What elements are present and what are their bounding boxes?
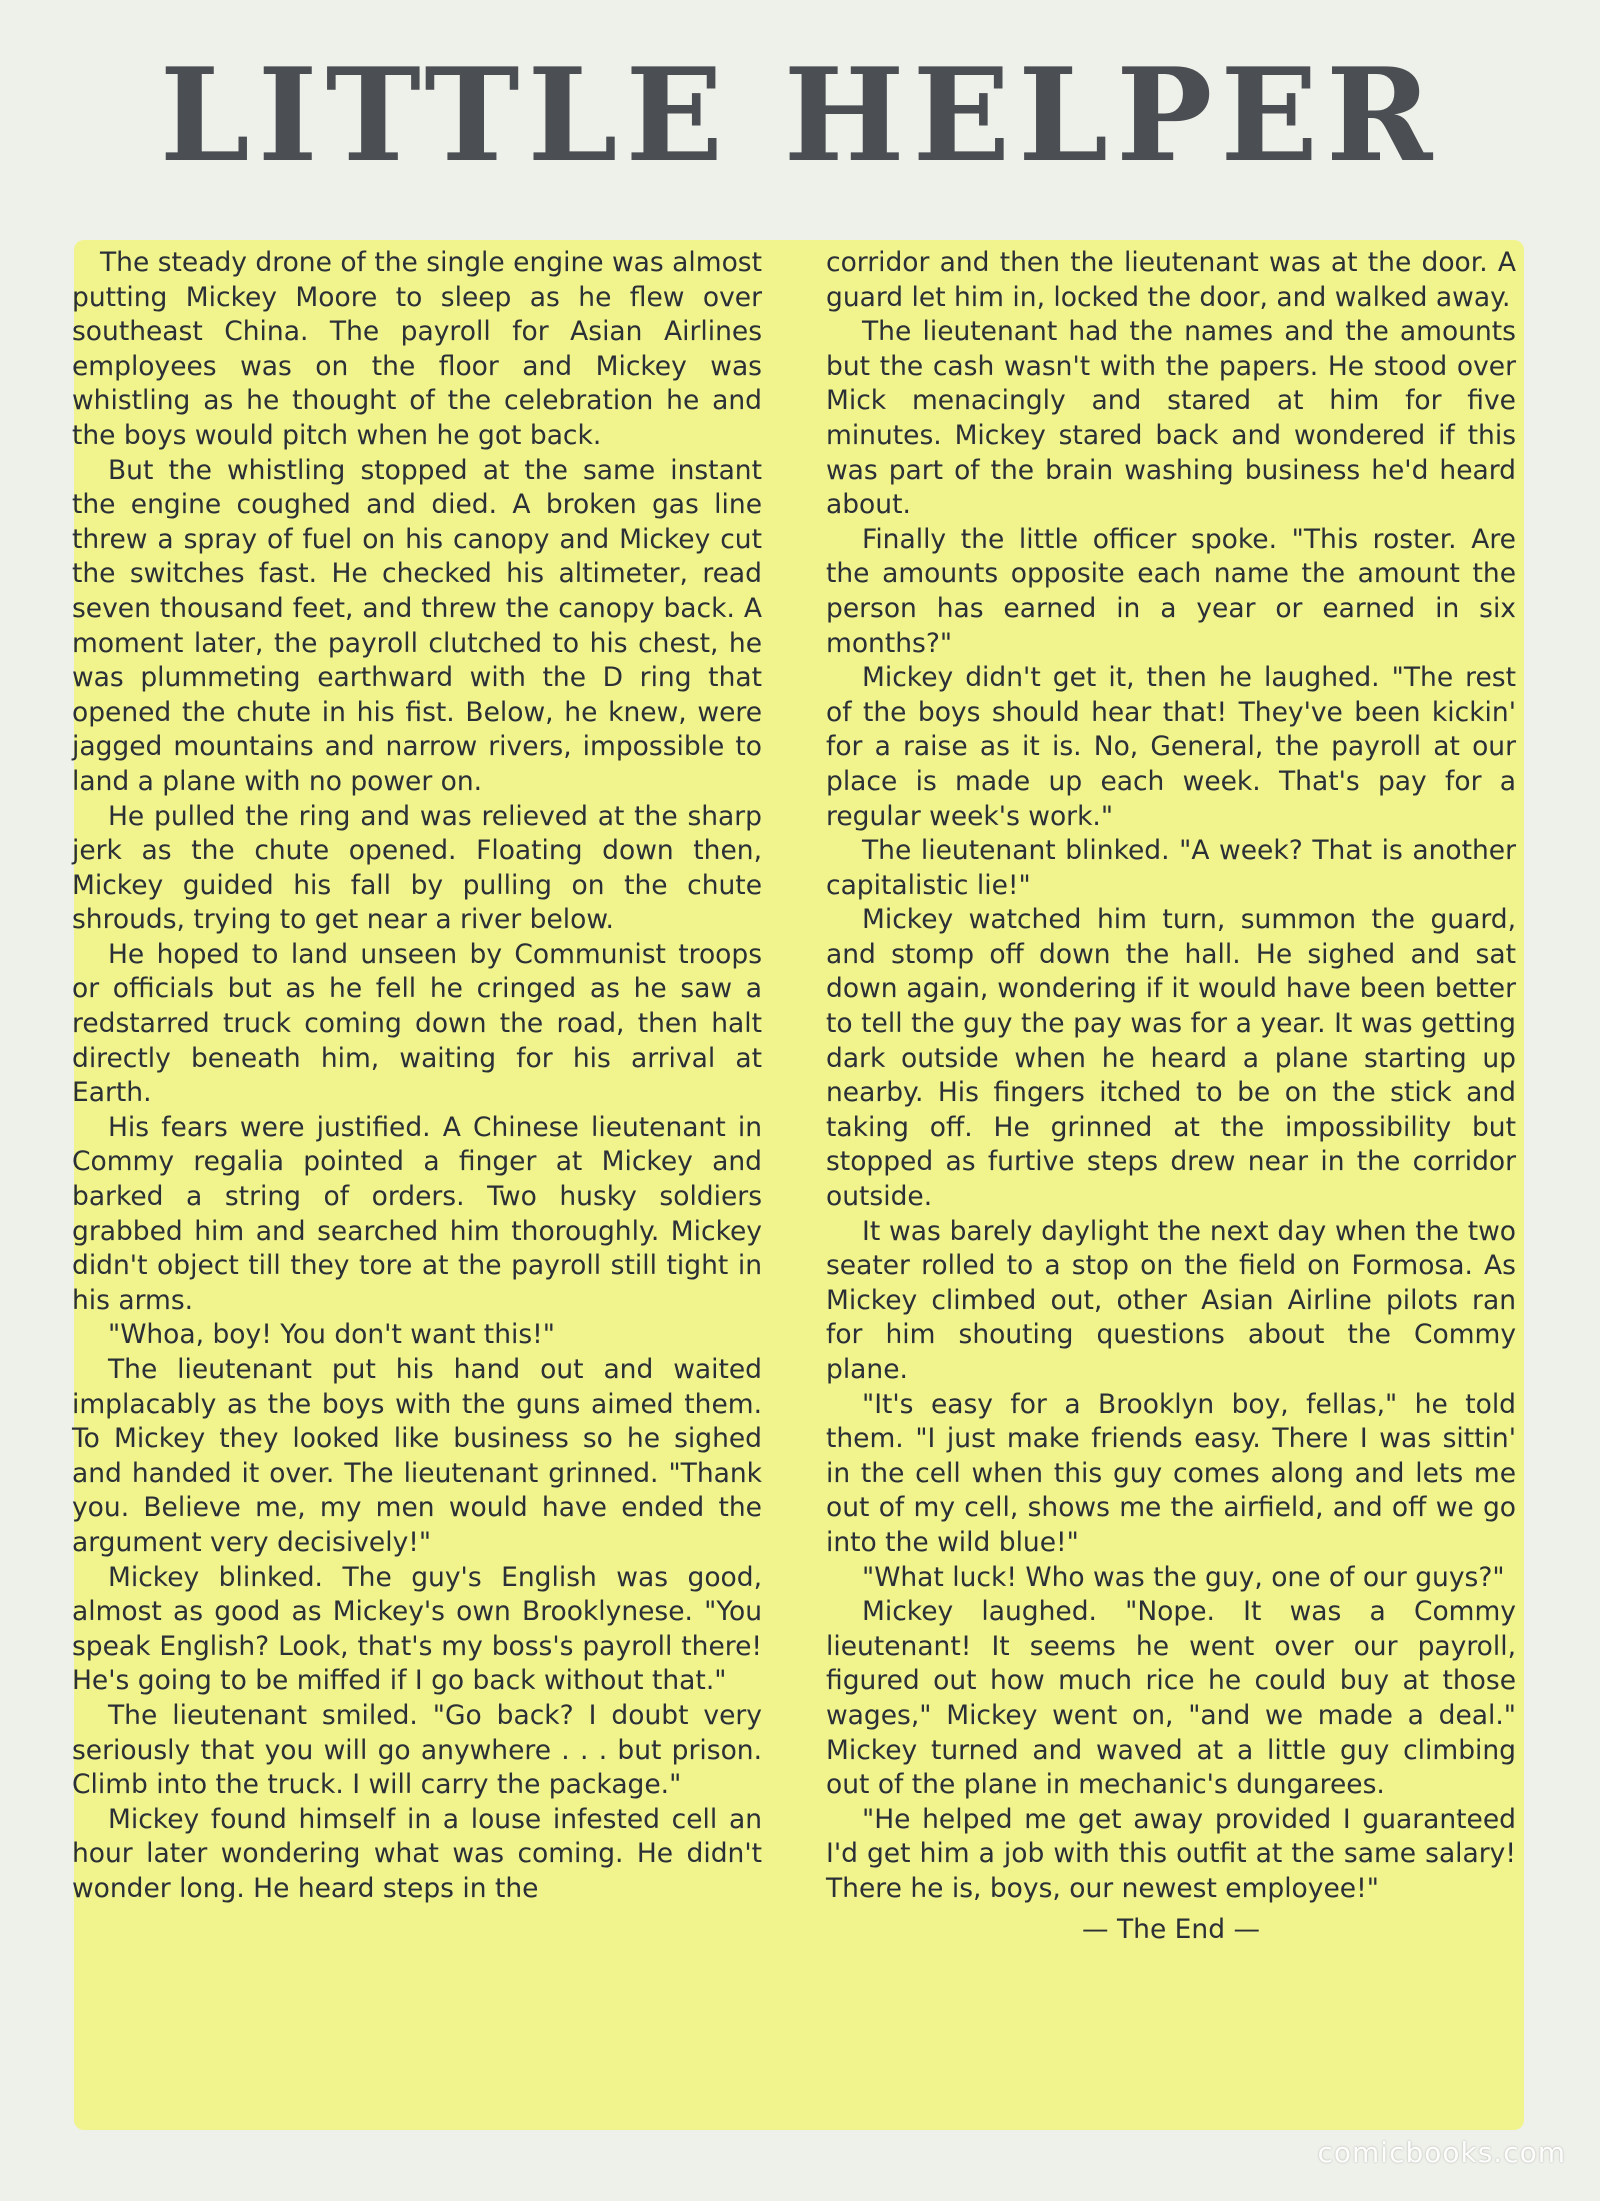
site-watermark: comicbooks.com (1317, 2136, 1566, 2169)
paragraph: "What luck! Who was the guy, one of our guys?" (862, 1561, 1505, 1593)
story-title: LITTLE HELPER (159, 41, 1441, 191)
paragraph: "Whoa, boy! You don't want this!" (108, 1319, 555, 1351)
paragraph: He hoped to land unseen by Communist troops or officials but as he fell he cringed as he saw a redstarred truck coming down the road, then halt directly beneath him, waiting for his arrival at Earth. (72, 938, 762, 1109)
paragraph: But the whistling stopped at the same instant the engine coughed and died. A broken gas line threw a spray of fuel on his canopy and Mickey cut the switches fast. He checked his altimeter, read seven thousand feet, and threw the canopy back. A moment later, the payroll clutched to his chest, he was plummeting earthward with the D ring that opened the chute in his fist. Below, he knew, were jagged mountains and narrow rivers, impossible to land a plane with no power on. (72, 454, 762, 797)
paragraph: "He helped me get away provided I guaranteed I'd get him a job with this outfit at the same salary! There he is, boys, our newest employee!" (826, 1803, 1516, 1904)
end-marker: — The End — (1082, 1913, 1260, 1945)
paragraph: The lieutenant put his hand out and waited implacably as the boys with the guns aimed them. To Mickey they looked like business so he sighed and handed it over. The lieutenant grinned. "Thank you. Believe me, my men would have ended the argument very decisively!" (72, 1354, 762, 1558)
paragraph: Mickey blinked. The guy's English was good, almost as good as Mickey's own Brooklynese. "You speak English? Look, that's my boss's payroll there! He's going to be miffed if I go back without that." (72, 1561, 762, 1697)
paragraph: He pulled the ring and was relieved at the sharp jerk as the chute opened. Floating down then, Mickey guided his fall by pulling on the chute shrouds, trying to get near a river below. (72, 800, 762, 936)
right-text-column (826, 246, 1516, 1947)
paragraph: The lieutenant had the names and the amounts but the cash wasn't with the papers. He stood over Mick menacingly and stared at him for five minutes. Mickey stared back and wondered if this was part of the brain washing business he'd heard about. (826, 316, 1516, 521)
paragraph: It was barely daylight the next day when the two seater rolled to a stop on the field on Formosa. As Mickey climbed out, other Asian Airline pilots ran for him shouting questions about the Commy plane. (826, 1215, 1516, 1385)
paragraph: "It's easy for a Brooklyn boy, fellas," he told them. "I just make friends easy. There I was sittin' in the cell when this guy comes along and lets me out of my cell, shows me the airfield, and off we go into the wild blue!" (826, 1388, 1516, 1558)
paragraph: corridor and then the lieutenant was at the door. A guard let him in, locked the door, and walked away. (826, 247, 1516, 313)
paragraph: Mickey found himself in a louse infested cell an hour later wondering what was coming. He didn't wonder long. He heard steps in the (72, 1803, 762, 1904)
paragraph: Mickey watched him turn, summon the guard, and stomp off down the hall. He sighed and sat down again, wondering if it would have been better to tell the guy the pay was for a year. It was getting dark outside when he heard a plane starting up nearby. His fingers itched to be on the stick and taking off. He grinned at the impossibility but stopped as furtive steps drew near in the corridor outside. (826, 904, 1516, 1213)
paragraph: Mickey didn't get it, then he laughed. "The rest of the boys should hear that! They've been kickin' for a raise as it is. No, General, the payroll at our place is made up each week. That's pay for a regular week's work." (826, 662, 1516, 832)
paragraph: Mickey laughed. "Nope. It was a Commy lieutenant! It seems he went over our payroll, figured out how much rice he could buy at those wages," Mickey went on, "and we made a deal." Mickey turned and waved at a little guy climbing out of the plane in mechanic's dungarees. (826, 1596, 1516, 1801)
paragraph: Finally the little officer spoke. "This roster. Are the amounts opposite each name the amount the person has earned in a year or earned in six months?" (826, 523, 1516, 659)
paragraph: The steady drone of the single engine was almost putting Mickey Moore to sleep as he flew over southeast China. The payroll for Asian Airlines employees was on the floor and Mickey was whistling as he thought of the celebration he and the boys would pitch when he got back. (72, 247, 762, 451)
paragraph: The lieutenant blinked. "A week? That is another capitalistic lie!" (826, 835, 1516, 901)
left-text-column (72, 246, 762, 1907)
paragraph: His fears were justified. A Chinese lieutenant in Commy regalia pointed a finger at Mickey and barked a string of orders. Two husky soldiers grabbed him and searched him thoroughly. Mickey didn't object till they tore at the payroll still tight in his arms. (72, 1111, 762, 1316)
paragraph: The lieutenant smiled. "Go back? I doubt very seriously that you will go anywhere . . . but prison. Climb into the truck. I will carry the package." (72, 1699, 762, 1801)
